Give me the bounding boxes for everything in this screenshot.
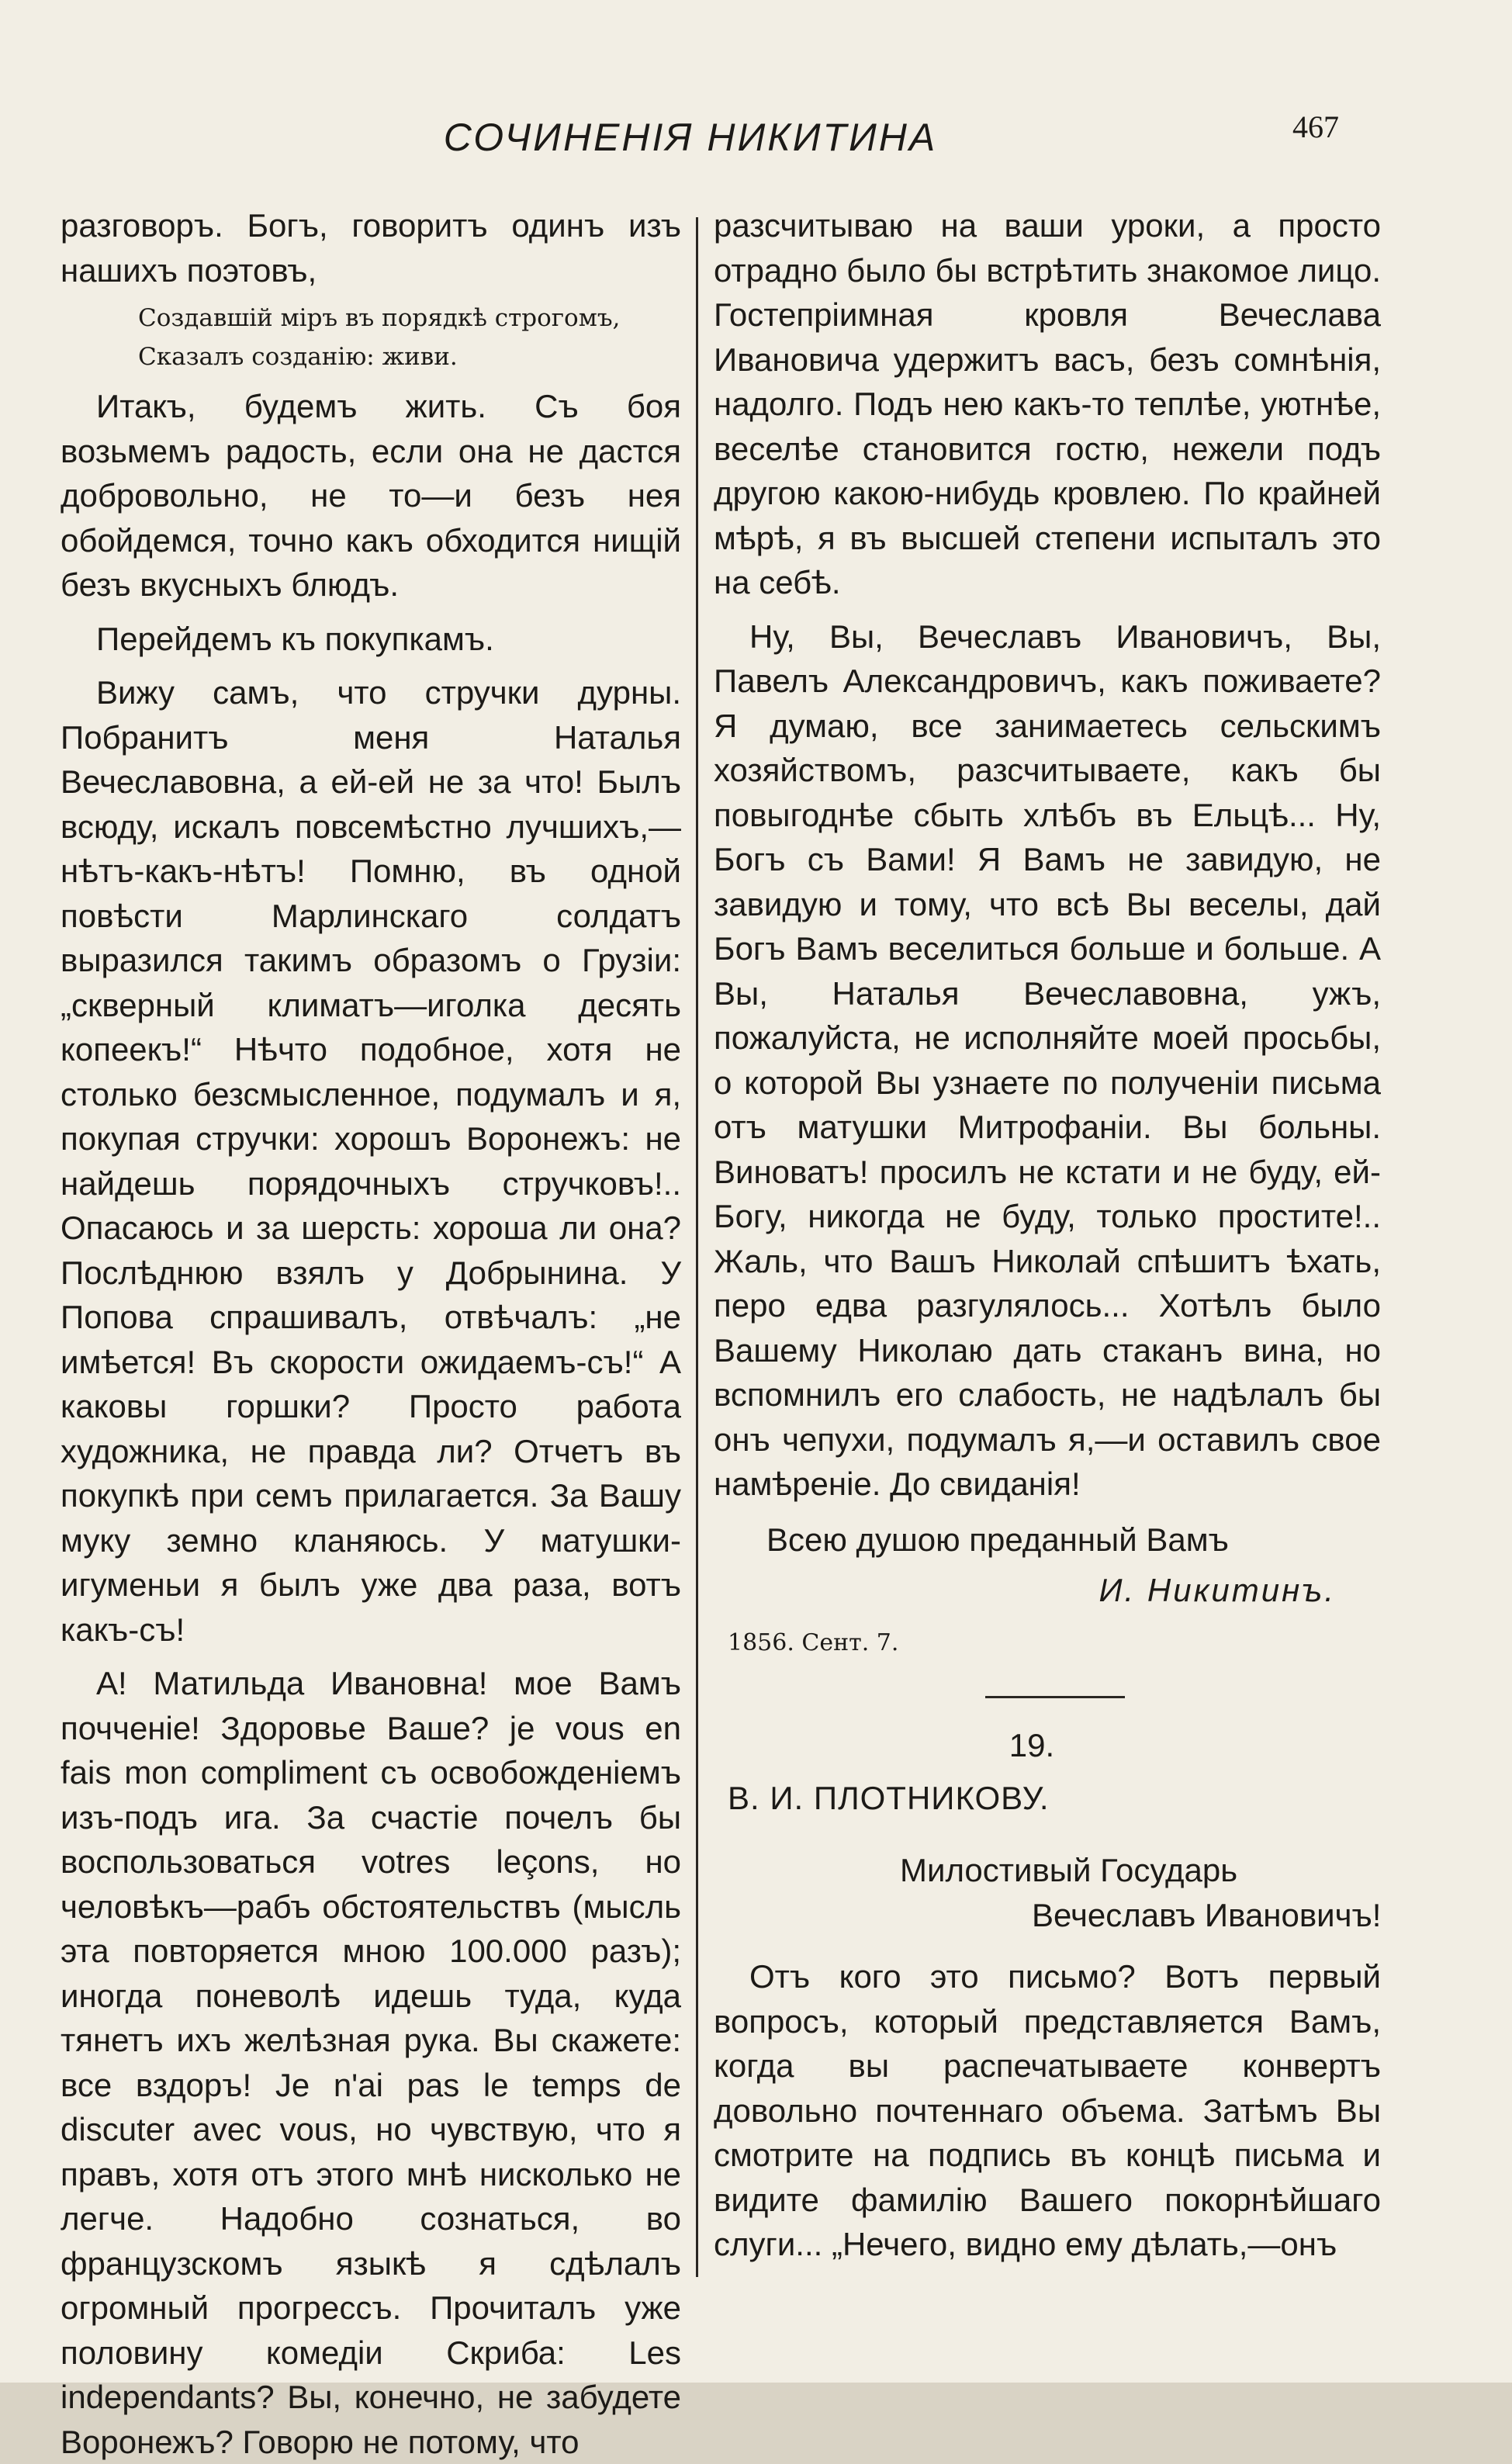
salutation-line-2: Вечеславъ Ивановичъ! <box>1032 1896 1382 1933</box>
right-column <box>698 203 1381 2267</box>
letter-date: 1856. Сент. 7. <box>728 1628 899 1656</box>
right-column-body <box>698 203 1381 2267</box>
letter-signoff: Всею душою преданный Вамъ <box>766 1521 1229 1558</box>
letter-number: 19. <box>1009 1727 1055 1763</box>
letter-addressee: В. И. ПЛОТНИКОВУ. <box>728 1779 1050 1816</box>
right-paragraph-2: Ну, Вы, Вечеславъ Ивановичъ, Вы, Павелъ Александровичъ, какъ поживаете? Я думаю, все занимаетесь сельскимъ хозяйствомъ, разсчитываете, какъ бы повыгоднѣе сбыть хлѣбъ въ Ельцѣ... Ну, Богъ съ Вами! Я Вамъ не завидую, не завидую и тому, что всѣ Вы веселы, дай Богъ Вамъ веселиться больше и больше. А Вы, Наталья Вечеславовна, ужъ, пожалуйста, не исполняйте моей просьбы, о которой Вы узнаете по полученіи письма отъ матушки Митрофаніи. Вы больны. Виноватъ! просилъ не кстати и не буду, ей-Богу, никогда не буду, только простите!.. Жаль, что Вашъ Николай спѣшитъ ѣхать, перо едва разгулялось... Хотѣлъ было Вашему Николаю дать стаканъ вина, но вспомнилъ его слабость, не надѣлалъ бы онъ чепухи, подумалъ я,—и оставилъ свое намѣреніе. До свиданія! <box>714 618 1381 1502</box>
running-title: СОЧИНЕНІЯ НИКИТИНА <box>443 116 938 159</box>
right-paragraph-3: Отъ кого это письмо? Вотъ первый вопросъ, который представляется Вамъ, когда вы распечатываете конвертъ довольно почтеннаго объема. Затѣмъ Вы смотрите на подпись въ концѣ письма и видите фамилію Вашего покорнѣйшаго слуги... „Нечего, видно ему дѣлать,—онъ <box>714 1958 1381 2262</box>
left-paragraph-2: Итакъ, будемъ жить. Съ боя возьмемъ радость, если она не дастся добровольно, не то—и безъ нея обойдемся, точно какъ обходится нищій безъ вкусныхъ блюдъ. <box>61 388 681 603</box>
poem-line-2: Сказалъ созданію: живи. <box>138 343 458 371</box>
left-column <box>61 203 681 2464</box>
page-number: 467 <box>1292 109 1339 144</box>
letter-signature: И. Никитинъ. <box>1099 1572 1336 1608</box>
left-paragraph-5: А! Матильда Ивановна! мое Вамъ почченіе! Здоровье Ваше? je vous en fais mon compliment съ освобожденіемъ изъ-подъ ига. За счастіе почелъ бы воспользоваться votres leçons, но человѣкъ—рабъ обстоятельствъ (мысль эта повторяется мною 100.000 разъ); иногда поневолѣ идешь туда, куда тянетъ ихъ желѣзная рука. Вы скажете: все вздоръ! Je n'ai pas le temps de discuter avec vous, но чувствую, что я правъ, хотя отъ этого мнѣ нисколько не легче. Надобно сознаться, во французскомъ языкѣ я сдѣлалъ огромный прогрессъ. Прочиталъ уже половину комедіи Скриба: Les independants? Вы, конечно, не забудете Воронежъ? Говорю не потому, что <box>61 1665 681 2460</box>
section-separator-rule <box>985 1696 1125 1698</box>
left-paragraph-4: Вижу самъ, что стручки дурны. Побранитъ меня Наталья Вечеславовна, а ей-ей не за что! Былъ всюду, искалъ повсемѣстно лучшихъ,—нѣтъ-какъ-нѣтъ! Помню, въ одной повѣсти Марлинскаго солдатъ выразился такимъ образомъ о Грузіи: „скверный климатъ—иголка десять копеекъ!“ Нѣчто подобное, хотя не столько безсмысленное, подумалъ и я, покупая стручки: хорошъ Воронежъ: не найдешь порядочныхъ стручковъ!.. Опасаюсь и за шерсть: хороша ли она? Послѣднюю взялъ у Добрынина. У Попова спрашивалъ, отвѣчалъ: „не имѣется! Въ скорости ожидаемъ-съ!“ А каковы горшки? Просто работа художника, не правда ли? Отчетъ въ покупкѣ при семъ прилагается. За Вашу муку земно кланяюсь. У матушки-игуменьи я былъ уже два раза, вотъ какъ-съ! <box>61 674 681 1648</box>
left-paragraph-1: разговоръ. Богъ, говоритъ одинъ изъ нашихъ поэтовъ, <box>61 207 681 289</box>
salutation-line-1: Милостивый Государь <box>900 1852 1238 1888</box>
poem-line-1: Создавшій міръ въ порядкѣ строгомъ, <box>138 304 621 332</box>
right-paragraph-1: разсчитываю на ваши уроки, а просто отрадно было бы встрѣтить знакомое лицо. Гостепріимная кровля Вечеслава Ивановича удержитъ васъ, безъ сомнѣнія, надолго. Подъ нею какъ-то теплѣе, уютнѣе, веселѣе становится гостю, нежели подъ другою какою-нибудь кровлею. По крайней мѣрѣ, я въ высшей степени испыталъ это на себѣ. <box>714 207 1381 600</box>
left-paragraph-3: Перейдемъ къ покупкамъ. <box>96 620 494 657</box>
poem-quote <box>138 299 681 376</box>
